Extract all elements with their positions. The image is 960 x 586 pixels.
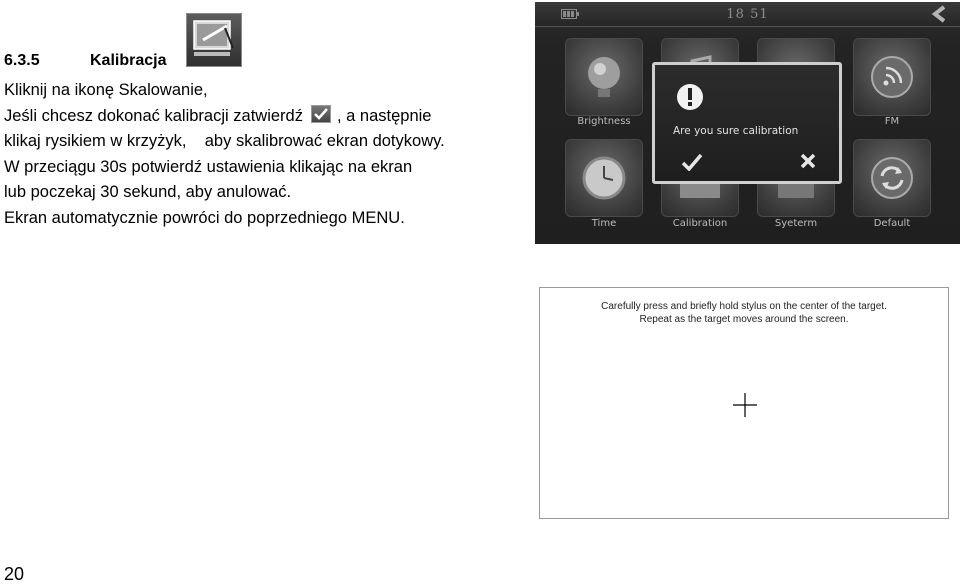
exclamation-icon <box>675 82 705 112</box>
calibration-icon <box>186 13 242 67</box>
section-heading <box>4 52 166 70</box>
instruction-line: Ekran automatycznie powróci do poprzedniego MENU. <box>4 208 405 227</box>
dialog-message: Are you sure calibration <box>673 125 799 137</box>
instruction-text: Jeśli chcesz dokonać kalibracji zatwierdź <box>4 106 303 125</box>
page-number: 20 <box>4 564 25 584</box>
calibration-screen[interactable] <box>539 287 949 519</box>
tile-label: Syeterm <box>774 218 818 229</box>
tile-brightness[interactable] <box>565 38 643 116</box>
refresh-icon <box>854 140 930 216</box>
instruction-line: W przeciągu 30s potwierdź ustawienia klikając na ekran <box>4 157 413 176</box>
clock: 18 51 <box>726 7 769 22</box>
bulb-icon <box>566 39 642 115</box>
confirm-check-icon[interactable] <box>681 153 703 171</box>
tile-label: Default <box>873 218 911 229</box>
tile-label: FM <box>884 116 900 127</box>
tile-label: Brightness <box>577 116 631 127</box>
cancel-x-icon[interactable] <box>800 153 816 169</box>
tile-time[interactable] <box>565 139 643 217</box>
checkmark-icon <box>311 105 331 123</box>
instruction-line: lub poczekaj 30 sekund, aby anulować. <box>4 183 292 202</box>
calibration-instructions <box>540 300 948 326</box>
calibration-instruction-line: Repeat as the target moves around the screen. <box>639 314 849 325</box>
status-bar <box>535 2 960 27</box>
section-title: Kalibracja <box>90 52 167 69</box>
tile-label: Calibration <box>672 218 728 229</box>
fm-icon <box>854 39 930 115</box>
instructions <box>4 78 524 232</box>
tile-default[interactable] <box>853 139 931 217</box>
back-arrow-icon[interactable] <box>930 5 948 23</box>
instruction-line: klikaj rysikiem w krzyżyk, aby skalibrować ekran dotykowy. <box>4 132 445 151</box>
crosshair-target-icon[interactable] <box>733 393 757 417</box>
device-screen <box>535 2 960 244</box>
tile-fm[interactable] <box>853 38 931 116</box>
clock-icon <box>566 140 642 216</box>
calibration-instruction-line: Carefully press and briefly hold stylus on the center of the target. <box>601 301 887 312</box>
calibration-confirm-dialog <box>652 62 842 184</box>
section-number: 6.3.5 <box>4 52 40 69</box>
instruction-text: , a następnie <box>336 106 432 125</box>
tile-label: Time <box>591 218 617 229</box>
instruction-line <box>4 104 524 130</box>
instruction-line: Kliknij na ikonę Skalowanie, <box>4 81 208 99</box>
